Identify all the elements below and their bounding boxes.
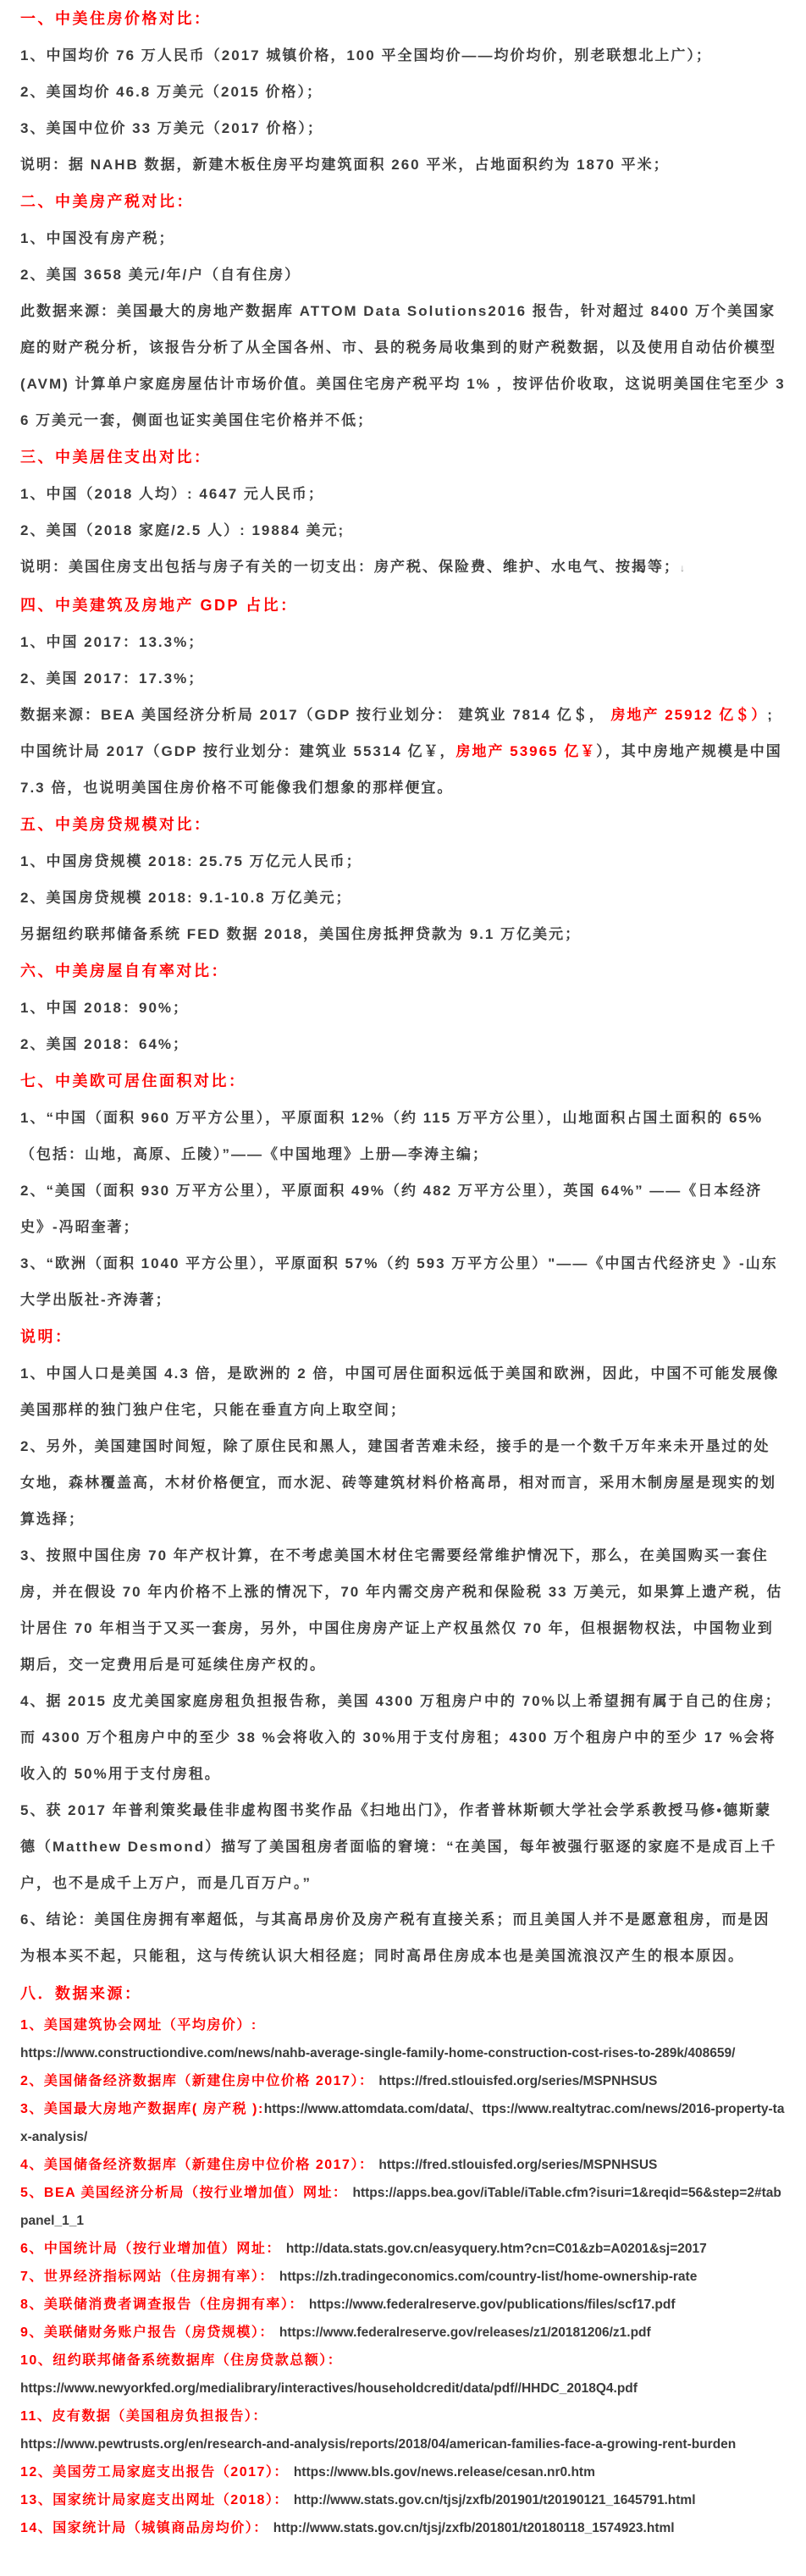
source-url: http://data.stats.gov.cn/easyquery.htm?cn=C01&zb=A0201&sj=2017 <box>285 2242 707 2256</box>
paragraph <box>20 476 786 512</box>
text-run: ），其中房地产规模是中国 7.3 倍，也说明美国住房价格不可能像我们想象的那样便宜。 <box>20 743 782 796</box>
text-run: 1、“中国（面积 960 万平方公里），平原面积 12%（约 115 万平方公里），山地面积占国土面积的 65%（包括：山地，高原、丘陵）”——《中国地理》上册—李涛主编； <box>20 1110 764 1162</box>
source-item <box>20 2235 786 2263</box>
source-label: 9、美联储财务账户报告（房贷规模）： <box>20 2325 279 2340</box>
source-url: https://www.bls.gov/news.release/cesan.nr0.htm <box>293 2465 595 2479</box>
text-run: 此数据来源：美国最大的房地产数据库 ATTOM Data Solutions2016 报告，针对超过 8400 万个美国家庭的财产税分析，该报告分析了从全国各州、市、县的税务局收集到的财产税数据，以及使用自动估价模型(AVM) 计算单户家庭房屋估计市场价值。美国住宅房产税平均 1% ，按评估价收取，这说明美国住宅至少 36 万美元一套，侧面也证实美国住宅价格并不低； <box>20 303 786 428</box>
paragraph <box>20 1100 786 1172</box>
text-run: 6、结论：美国住房拥有率超低，与其高昂房价及房产税有直接关系；而且美国人并不是愿意租房，而是因为根本买不起，只能租，这与传统认识大相径庭；同时高昂住房成本也是美国流浪汉产生的根本原因。 <box>20 1911 770 1964</box>
paragraph <box>20 1683 786 1792</box>
section-heading-7: 七、中美欧可居住面积对比： <box>20 1073 246 1089</box>
paragraph <box>20 1901 786 1974</box>
source-url: https://www.federalreserve.gov/releases/z1/20181206/z1.pdf <box>279 2325 651 2340</box>
source-item <box>20 2514 786 2542</box>
line-break-mark: ↓ <box>680 562 685 574</box>
text-run: 3、“欧洲（面积 1040 平方公里），平原面积 57%（约 593 万平方公里）"——《中国古代经济史 》-山东大学出版社-齐涛著； <box>20 1255 778 1308</box>
text-run: 说明：美国住房支出包括与房子有关的一切支出：房产税、保险费、维护、水电气、按揭等； <box>20 559 680 575</box>
source-item <box>20 2458 786 2486</box>
source-item <box>20 2179 786 2235</box>
paragraph <box>20 697 786 806</box>
source-url: https://www.attomdata.com/data/、ttps://www.realtytrac.com/news/2016-property-tax-analysis/ <box>20 2102 785 2144</box>
text-run: 另据纽约联邦储备系统 FED 数据 2018，美国住房抵押贷款为 9.1 万亿美元； <box>20 926 582 942</box>
source-url: http://www.stats.gov.cn/tjsj/zxfb/201801/t20180118_1574923.html <box>273 2521 675 2535</box>
text-run: 5、获 2017 年普利策奖最佳非虚构图书奖作品《扫地出门》，作者普林斯顿大学社会学系教授马修•德斯蒙德（Matthew Desmond）描写了美国租房者面临的窘境：“在美国，每年被强行驱逐的家庭不是成百上千户，也不是成千上万户，而是几百万户。” <box>20 1802 777 1891</box>
paragraph <box>20 916 786 952</box>
source-url: https://www.federalreserve.gov/publications/files/scf17.pdf <box>308 2297 676 2312</box>
source-url: https://fred.stlouisfed.org/series/MSPNHSUS <box>378 2158 658 2172</box>
text-run: 2、美国（2018 家庭/2.5 人）: 19884 美元; <box>20 522 345 538</box>
section-heading-8: 八．数据来源： <box>20 1985 142 2002</box>
text-run: 2、美国 2018：64%； <box>20 1036 190 1052</box>
data-sources-section <box>20 1976 786 2542</box>
paragraph <box>20 990 786 1026</box>
notes-heading: 说明： <box>20 1328 73 1345</box>
source-item <box>20 2319 786 2347</box>
text-run: 4、据 2015 皮尤美国家庭房租负担报告称，美国 4300 万租房户中的 70%以上希望拥有属于自己的住房；而 4300 万个租房户中的至少 38 %会将收入的 30%用于支付房租；4300 万个租房户中的至少 17 %会将收入的 50%用于支付房租。 <box>20 1693 781 1782</box>
text-run: 2、另外，美国建国时间短，除了原住民和黑人，建国者苦难未经，接手的是一个数千万年来未开垦过的处女地，森林覆盖高，木材价格便宜，而水泥、砖等建筑材料价格高昂，相对而言，采用木制房屋是现实的划算选择； <box>20 1438 776 1527</box>
highlight-run: 房地产 25912 亿＄） <box>610 707 768 723</box>
source-item <box>20 2263 786 2291</box>
paragraph <box>20 1428 786 1537</box>
source-item <box>20 2067 786 2095</box>
text-run: 2、美国 3658 美元/年/户（自有住房） <box>20 267 301 283</box>
text-run: 1、中国房贷规模 2018: 25.75 万亿元人民币； <box>20 853 362 869</box>
source-label: 4、美国储备经济数据库（新建住房中位价格 2017）： <box>20 2158 379 2172</box>
source-url: https://apps.bea.gov/iTable/iTable.cfm?isuri=1&reqid=56&step=2#tabpanel_1_1 <box>20 2186 781 2228</box>
source-label: 7、世界经济指标网站（住房拥有率）： <box>20 2270 279 2284</box>
paragraph <box>20 293 786 439</box>
paragraph <box>20 512 786 549</box>
section-heading-2: 二、中美房产税对比： <box>20 193 194 210</box>
section-heading-1: 一、中美住房价格对比： <box>20 10 212 27</box>
text-run: 1、中国均价 76 万人民币（2017 城镇价格，100 平全国均价——均价均价，别老联想北上广）； <box>20 47 712 63</box>
paragraph <box>20 549 786 587</box>
source-url: https://fred.stlouisfed.org/series/MSPNHSUS <box>378 2074 658 2088</box>
source-label: 5、BEA 美国经济分析局（按行业增加值）网址： <box>20 2186 353 2200</box>
section-heading-3: 三、中美居住支出对比： <box>20 449 212 466</box>
source-label: 3、美国最大房地产数据库( 房产税 ): <box>20 2102 264 2116</box>
paragraph <box>20 1245 786 1318</box>
source-item <box>20 2095 786 2151</box>
section-heading-4: 四、中美建筑及房地产 GDP 占比： <box>20 597 298 614</box>
paragraph <box>20 660 786 697</box>
paragraph <box>20 1537 786 1683</box>
paragraph <box>20 880 786 916</box>
source-item <box>20 2402 786 2458</box>
paragraph <box>20 220 786 256</box>
highlight-run: 房地产 53965 亿￥ <box>455 743 597 759</box>
source-label: 14、国家统计局（城镇商品房均价）： <box>20 2521 273 2535</box>
paragraph <box>20 146 786 183</box>
source-label: 10、纽约联邦储备系统数据库（住房贷款总额）： <box>20 2353 343 2368</box>
section-heading-5: 五、中美房贷规模对比： <box>20 816 212 833</box>
source-url: http://www.stats.gov.cn/tjsj/zxfb/201901/t20190121_1645791.html <box>293 2493 696 2507</box>
source-label: 8、美联储消费者调查报告（住房拥有率）： <box>20 2297 309 2312</box>
paragraph <box>20 1026 786 1062</box>
source-item <box>20 2011 786 2067</box>
paragraph <box>20 110 786 146</box>
text-run: 1、中国没有房产税； <box>20 230 175 246</box>
source-item <box>20 2486 786 2514</box>
source-url: https://www.newyorkfed.org/medialibrary/interactives/householdcredit/data/pdf//HHDC_2018Q4.pdf <box>20 2381 638 2396</box>
source-label: 2、美国储备经济数据库（新建住房中位价格 2017）： <box>20 2074 379 2088</box>
text-run: 1、中国 2017：13.3%； <box>20 634 205 650</box>
text-run: 1、中国人口是美国 4.3 倍，是欧洲的 2 倍，中国可居住面积远低于美国和欧洲，因此，中国不可能发展像美国那样的独门独户住宅，只能在垂直方向上取空间； <box>20 1365 780 1418</box>
section-heading-6: 六、中美房屋自有率对比： <box>20 963 229 979</box>
source-url: https://www.pewtrusts.org/en/research-and-analysis/reports/2018/04/american-families-face-a-growing-rent-burden <box>20 2437 737 2452</box>
source-url: https://zh.tradingeconomics.com/country-list/home-ownership-rate <box>279 2270 698 2284</box>
source-item <box>20 2151 786 2179</box>
source-url: https://www.constructiondive.com/news/nahb-average-single-family-home-construction-cost-rises-to-289k/408659/ <box>20 2046 736 2060</box>
text-run: 1、中国 2018：90%； <box>20 1000 190 1016</box>
source-label: 12、美国劳工局家庭支出报告（2017）： <box>20 2465 294 2479</box>
source-item <box>20 2347 786 2402</box>
text-run: 2、美国房贷规模 2018: 9.1-10.8 万亿美元； <box>20 890 352 906</box>
source-item <box>20 2291 786 2319</box>
text-run: ;中国统计局 2017（GDP 按行业划分：建筑业 55314 亿￥， <box>20 707 774 759</box>
paragraph <box>20 1172 786 1245</box>
paragraph <box>20 843 786 880</box>
text-run: 2、“美国（面积 930 万平方公里），平原面积 49%（约 482 万平方公里），英国 64%” ——《日本经济史》-冯昭奎著； <box>20 1183 763 1235</box>
paragraph <box>20 1355 786 1428</box>
text-run: 数据来源：BEA 美国经济分析局 2017（GDP 按行业划分： 建筑业 7814 亿＄， <box>20 707 611 723</box>
text-run: 3、按照中国住房 70 年产权计算，在不考虑美国木材住宅需要经常维护情况下，那么，在美国购买一套住房，并在假设 70 年内价格不上涨的情况下，70 年内需交房产税和保险税 33 万美元，如果算上遗产税，估计居住 70 年相当于又买一套房，另外，中国住房房产证上产权虽然仅 70 年，但根据物权法，中国物业到期后，交一定费用后是可延续住房产权的。 <box>20 1547 783 1673</box>
paragraph <box>20 74 786 110</box>
text-run: 1、中国（2018 人均）: 4647 元人民币； <box>20 486 324 502</box>
source-label: 11、皮有数据（美国租房负担报告）： <box>20 2409 268 2424</box>
paragraph <box>20 1792 786 1901</box>
source-label: 13、国家统计局家庭支出网址（2018）： <box>20 2493 294 2507</box>
paragraph <box>20 256 786 293</box>
text-run: 说明：据 NAHB 数据，新建木板住房平均建筑面积 260 平米，占地面积约为 1870 平米； <box>20 157 670 173</box>
text-run: 3、美国中位价 33 万美元（2017 价格）； <box>20 120 323 136</box>
paragraph <box>20 624 786 660</box>
text-run: 2、美国 2017：17.3%； <box>20 670 205 687</box>
source-label: 1、美国建筑协会网址（平均房价）: <box>20 2018 257 2033</box>
source-label: 6、中国统计局（按行业增加值）网址： <box>20 2242 286 2256</box>
paragraph <box>20 37 786 74</box>
text-run: 2、美国均价 46.8 万美元（2015 价格）； <box>20 84 323 100</box>
